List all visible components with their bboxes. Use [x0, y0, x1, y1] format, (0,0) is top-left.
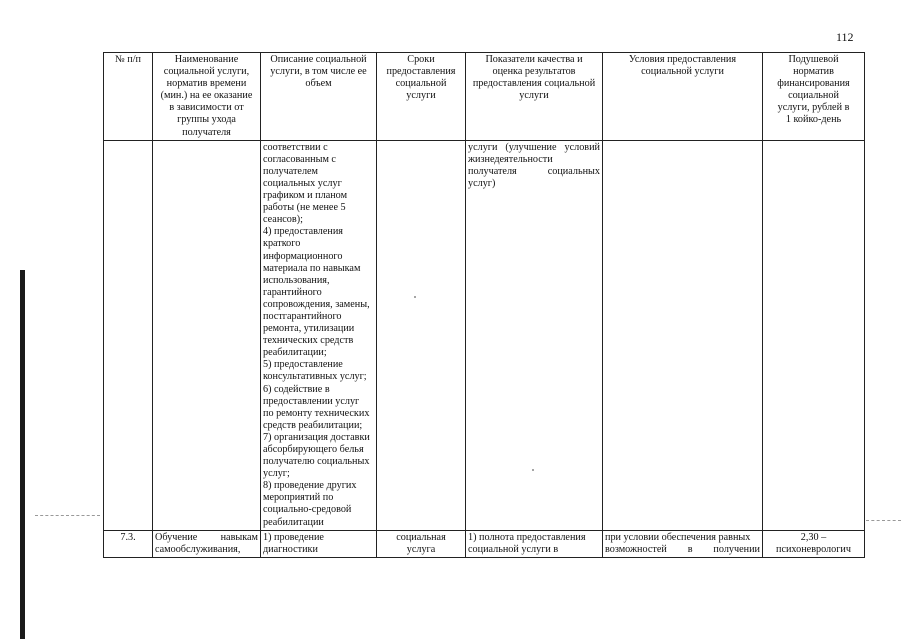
cell-description — [261, 140, 377, 530]
cell-text-line: социальной услуги в — [468, 543, 559, 555]
table-row-7-3 — [104, 530, 865, 557]
cell-text-line: 2,30 – — [800, 531, 827, 543]
cell-text-line: абсорбирующего белья — [263, 444, 364, 455]
column-header — [466, 53, 603, 141]
cell-name — [153, 140, 261, 530]
cell-text-line: услуги (улучшение условий — [468, 141, 600, 153]
cell-text-line: услуги, рублей в — [777, 102, 850, 114]
cell-text-line: самообслуживания, — [155, 543, 241, 555]
cell-text-line: получателя социальных — [468, 165, 600, 177]
scan-edge-bar — [20, 270, 25, 639]
cell-text-line: Описание социальной — [270, 54, 367, 65]
cell-text-line: социальная — [396, 531, 446, 543]
cell-text-line: услуга — [406, 543, 436, 555]
cell-text-line: оценка результатов — [492, 66, 576, 78]
cell-text-line: сопровождения, замены, — [263, 298, 370, 310]
services-table — [103, 52, 865, 558]
scan-dash-line — [35, 515, 100, 516]
cell-text-line: 4) предоставления — [263, 226, 343, 238]
cell-text-line: 1) проведение — [263, 531, 324, 543]
cell-text-line: работы (не менее 5 — [263, 202, 346, 214]
cell-text-line: финансирования — [777, 78, 850, 90]
cell-text-line: предоставления — [386, 66, 456, 78]
column-header — [261, 53, 377, 141]
cell-text-line: услуг) — [468, 177, 496, 189]
cell-text-line: материала по навыкам — [263, 262, 361, 274]
cell-text-line: реабилитации; — [263, 347, 327, 359]
cell-quality — [466, 140, 603, 530]
cell-text-line: Обучение навыкам — [155, 531, 258, 543]
column-header — [763, 53, 865, 141]
cell-text-line: № п/п — [114, 54, 141, 65]
cell-name — [153, 530, 261, 557]
cell-text-line: социальной — [788, 90, 839, 102]
cell-text-line: объем — [305, 78, 332, 90]
cell-text-line: соответствии с — [263, 141, 328, 153]
cell-text-line: консультативных услуг; — [263, 371, 367, 383]
cell-text-line: социальной услуги — [641, 66, 724, 78]
cell-text-line: гарантийного — [263, 286, 322, 298]
cell-text-line: жизнедеятельности — [468, 153, 553, 165]
page-number: 112 — [836, 30, 854, 44]
column-header — [377, 53, 466, 141]
cell-text-line: 8) проведение других — [263, 480, 357, 492]
cell-terms — [377, 530, 466, 557]
cell-conditions — [603, 140, 763, 530]
header-row — [104, 53, 865, 141]
cell-text-line: услуг; — [263, 468, 290, 480]
cell-text-line: получателем — [263, 165, 318, 177]
cell-text-line: (мин.) на ее оказание — [160, 90, 253, 102]
cell-text-line: получателя — [182, 126, 231, 138]
cell-text-line: графиком и планом — [263, 190, 348, 202]
cell-text-line: Условия предоставления — [628, 54, 737, 65]
cell-text-line: услуги — [519, 90, 549, 102]
cell-text-line: по ремонту технических — [263, 407, 370, 419]
cell-number — [104, 140, 153, 530]
column-header — [153, 53, 261, 141]
cell-funding — [763, 140, 865, 530]
cell-text-line: сеансов); — [263, 214, 303, 226]
cell-text-line: 6) содействие в — [263, 383, 330, 395]
cell-text-line: диагностики — [263, 543, 318, 555]
cell-text-line: Сроки — [407, 54, 435, 65]
cell-text-line: психоневрологич — [776, 543, 851, 555]
cell-text-line: 1 койко-день — [785, 114, 842, 126]
cell-text-line: социальной — [395, 78, 447, 90]
cell-text-line: возможностей в получении — [605, 543, 760, 555]
cell-text-line: 5) предоставление — [263, 359, 343, 371]
cell-number: 7.3. — [104, 530, 153, 557]
cell-text-line: средств реабилитации; — [263, 419, 363, 431]
cell-terms — [377, 140, 466, 530]
cell-funding — [763, 530, 865, 557]
cell-conditions — [603, 530, 763, 557]
cell-text-line: услуги — [406, 90, 436, 102]
cell-text-line: социальных услуг — [263, 177, 342, 189]
cell-text-line: краткого — [263, 238, 301, 250]
cell-text-line: предоставления социальной — [472, 78, 596, 90]
scan-speck — [532, 469, 534, 471]
cell-description — [261, 530, 377, 557]
scan-speck — [414, 296, 416, 298]
cell-text-line: норматив времени — [166, 78, 247, 90]
cell-text-line: Показатели качества и — [485, 54, 583, 65]
column-header — [104, 53, 153, 141]
cell-text-line: Подушевой — [788, 54, 839, 65]
cell-text-line: при условии обеспечения равных — [605, 531, 751, 543]
cell-text-line: согласованным с — [263, 153, 336, 165]
cell-text-line: норматив — [793, 66, 834, 78]
cell-text-line: получателю социальных — [263, 456, 370, 468]
cell-text-line: мероприятий по — [263, 492, 334, 504]
cell-text-line: услуги, в том числе ее — [270, 66, 367, 78]
cell-text-line: технических средств — [263, 335, 354, 347]
cell-text-line: социальной услуги, — [163, 66, 250, 78]
cell-text-line: Наименование — [174, 54, 239, 65]
cell-text-line: социально-средовой — [263, 504, 352, 516]
scan-dash-line — [866, 520, 901, 521]
cell-text-line: группы ухода — [177, 114, 236, 126]
cell-text-line: реабилитации — [263, 516, 324, 528]
cell-text-line: предоставлении услуг — [263, 395, 360, 407]
cell-quality — [466, 530, 603, 557]
cell-text-line: использования, — [263, 274, 330, 286]
cell-text-line: в зависимости от — [169, 102, 244, 114]
cell-text-line: 7) организация доставки — [263, 431, 370, 443]
cell-text-line: 1) полнота предоставления — [468, 531, 586, 543]
cell-text-line: постгарантийного — [263, 310, 342, 322]
cell-text-line: информационного — [263, 250, 343, 262]
table-row-continuation — [104, 140, 865, 530]
cell-text-line: ремонта, утилизации — [263, 323, 355, 335]
column-header — [603, 53, 763, 141]
